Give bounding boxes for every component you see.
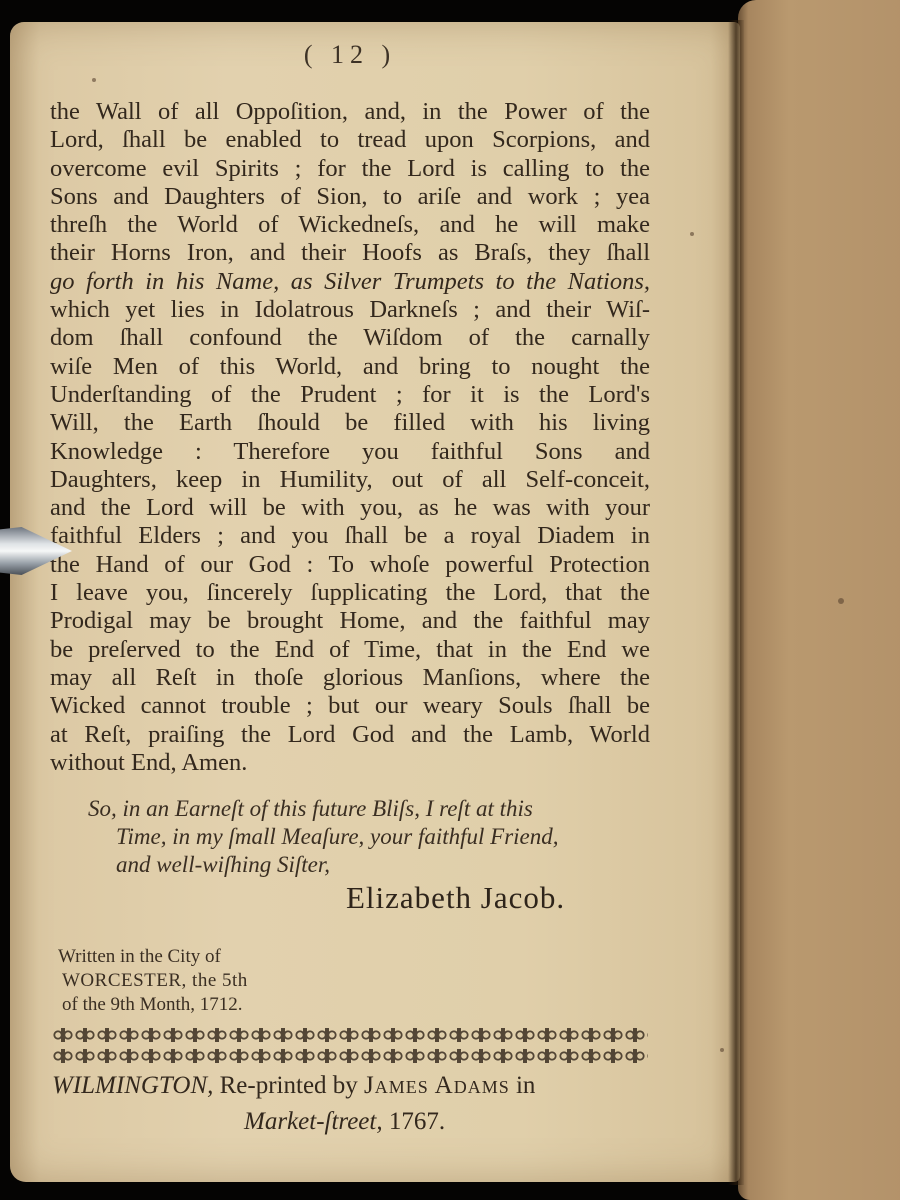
imprint-year: 1767.	[388, 1108, 446, 1135]
body-line: Lord, ſhall be enabled to tread upon Scorpions, and	[50, 126, 650, 154]
body-line: their Horns Iron, and their Hoofs as Braſs, they ſhall	[50, 239, 650, 267]
body-line: faithful Elders ; and you ſhall be a royal Diadem in	[50, 522, 650, 550]
imprint	[52, 1068, 652, 1140]
body-line: the Hand of our God : To whoſe powerful Protection	[50, 550, 650, 578]
body-line: Underſtanding of the Prudent ; for it is the Lord's	[50, 380, 650, 408]
page-number: ( 12 )	[303, 40, 397, 69]
body-line: Sons and Daughters of Sion, to ariſe and work ; yea	[50, 182, 650, 210]
body-line: dom ſhall confound the Wiſdom of the carnally	[50, 324, 650, 352]
body-line: Wicked cannot trouble ; but our weary Souls ſhall be	[50, 692, 650, 720]
body-line: the Wall of all Oppoſition, and, in the Power of the	[50, 98, 650, 125]
body-line: go forth in his Name, as Silver Trumpets to the Nations,	[50, 267, 650, 295]
body-line: Knowledge : Therefore you faithful Sons and	[50, 437, 650, 465]
place-line: of the 9th Month, 1712.	[62, 994, 243, 1015]
body-line: without End, Amen.	[50, 748, 248, 776]
imprint-printer: James Adams	[364, 1072, 510, 1099]
body-line: Daughters, keep in Humility, out of all Self-conceit,	[50, 465, 650, 493]
body-line: threſh the World of Wickedneſs, and he will make	[50, 211, 650, 239]
page-gutter-shadow	[728, 20, 744, 1185]
imprint-city: WILMINGTON,	[52, 1072, 214, 1099]
closing-line: and well-wiſhing Siſter,	[116, 852, 331, 877]
body-line: Will, the Earth ſhould be filled with his living	[50, 409, 650, 437]
place-line: Written in the City of	[58, 946, 221, 967]
closing-line: So, in an Earneſt of this future Bliſs, I reſt at this	[88, 796, 533, 821]
closing-salutation	[88, 795, 648, 879]
imprint-street: Market-ſtreet,	[244, 1108, 383, 1135]
body-line: I leave you, ſincerely ſupplicating the Lord, that the	[50, 579, 650, 607]
body-line: wiſe Men of this World, and bring to nought the	[50, 352, 650, 380]
paper-speck	[690, 232, 694, 236]
body-line: at Reſt, praiſing the Lord God and the Lamb, World	[50, 720, 650, 748]
closing-line: Time, in my ſmall Meaſure, your faithful Friend,	[116, 824, 559, 849]
imprint-in: in	[515, 1072, 536, 1099]
body-line: be preſerved to the End of Time, that in the End we	[50, 635, 650, 663]
paper-speck	[838, 598, 844, 604]
facing-page-edge	[738, 0, 900, 1200]
place-line: WORCESTER, the 5th	[62, 970, 248, 991]
place-date-note	[58, 945, 308, 1017]
body-line: overcome evil Spirits ; for the Lord is calling to the	[50, 154, 650, 182]
paper-speck	[92, 78, 96, 82]
body-line: Prodigal may be brought Home, and the faithful may	[50, 607, 650, 635]
body-line: and the Lord will be with you, as he was with your	[50, 494, 650, 522]
imprint-printed-by: Re-printed by	[219, 1072, 358, 1099]
body-line: which yet lies in Idolatrous Darkneſs ; and their Wiſ-	[50, 296, 650, 324]
body-line: may all Reſt in thoſe glorious Manſions, where the	[50, 663, 650, 691]
paper-speck	[720, 1048, 724, 1052]
ornament-border	[52, 1049, 648, 1063]
body-text	[50, 98, 650, 777]
ornament-border	[52, 1028, 648, 1042]
author-signature: Elizabeth Jacob.	[346, 880, 566, 915]
